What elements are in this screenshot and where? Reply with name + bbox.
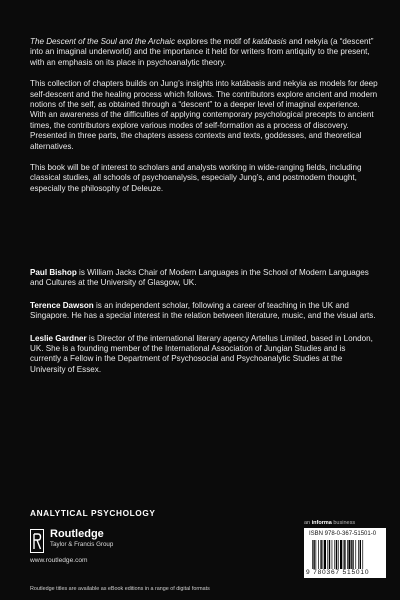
book-title-italic: The Descent of the Soul and the Archaic	[30, 37, 176, 46]
description-paragraph-2: This collection of chapters builds on Jung’s insights into katábasis and nekyia as models for deep self-descent and the healing process which follows. The contributors explore ancient and modern notions of the self, as obtained through a “descent” to a deeper level of imaginal experience. With an awareness of the difficulties of applying contemporary psychological precepts to ancient times, the contributors explore various modes of self-formation as a process of discovery. Presented in three parts, the chapters assess contexts and texts, goddesses, and theoretical alternatives.	[30, 79, 378, 151]
barcode-stripe	[348, 540, 350, 569]
barcode-stripe	[324, 540, 326, 569]
series-name: ANALYTICAL PSYCHOLOGY	[30, 508, 156, 518]
description-paragraph-1	[30, 37, 378, 68]
bio-gardner	[30, 334, 378, 376]
barcode-stripe	[360, 540, 361, 569]
ebook-note: Routledge titles are available as eBook editions in a range of digital formats	[30, 586, 210, 592]
barcode-stripe	[336, 540, 337, 569]
informa-brand: informa	[311, 520, 332, 526]
barcode-stripe	[362, 540, 363, 569]
informa-suffix: business	[331, 520, 356, 526]
barcode-stripe	[351, 540, 352, 569]
barcode-stripe	[338, 540, 339, 569]
bio-text: is an independent scholar, following a career of teaching in the UK and Singapore. He has a special interest in the relation between literature, music, and the visual arts.	[30, 300, 376, 321]
author-bios	[30, 268, 378, 387]
barcode-stripe	[312, 540, 313, 569]
barcode-stripe	[343, 540, 344, 569]
author-name: Leslie Gardner	[30, 333, 87, 343]
informa-prefix: an	[304, 520, 312, 526]
barcode-stripe	[323, 540, 324, 569]
publisher-url[interactable]: www.routledge.com	[30, 557, 88, 564]
barcode-stripe	[355, 540, 356, 569]
isbn-barcode	[304, 528, 386, 578]
description-text: explores the motif of	[175, 37, 253, 46]
barcode-stripe	[332, 540, 333, 569]
barcode-stripe	[313, 540, 314, 569]
barcode-stripe	[353, 540, 354, 569]
routledge-logo-icon	[30, 529, 44, 553]
informa-tagline	[304, 520, 355, 526]
barcode-stripe	[344, 540, 345, 569]
bio-text: is Director of the international literary agency Artellus Limited, based in London, UK. She is a founding member of the International Association of Jungian Studies and is currently a Fellow in the Department of Psychosocial and Psychoanalytic Studies at the University of Essex.	[30, 333, 373, 374]
description-paragraph-3: This book will be of interest to scholars and analysts working in wide-ranging fields, including classical studies, all schools of psychoanalysis, especially Jung’s, and postmodern thought, especially the philosophy of Deleuze.	[30, 163, 362, 193]
barcode-stripe	[347, 540, 348, 569]
barcode-stripe	[340, 540, 342, 569]
bio-text: is William Jacks Chair of Modern Languages in the School of Modern Languages and Cultures at the University of Glasgow, UK.	[30, 268, 369, 288]
publisher-block	[30, 526, 230, 562]
barcode-stripe	[318, 540, 319, 569]
bio-bishop	[30, 268, 378, 289]
author-name: Paul Bishop	[30, 268, 77, 277]
barcode-stripe	[320, 540, 321, 569]
publisher-group: Taylor & Francis Group	[50, 541, 114, 548]
isbn-label: ISBN 978-0-367-51501-0	[309, 531, 377, 537]
barcode-stripe	[358, 540, 359, 569]
description-text: and nekyia (a “descent” into an imaginal underworld) and the importance it held for writers from antiquity to the present, with an emphasis on its place in psychoanalytic theory.	[30, 37, 374, 67]
barcode-stripe	[334, 540, 335, 569]
term-italic: katábasis	[252, 37, 287, 46]
barcode-bars	[312, 540, 380, 569]
publisher-name: Routledge	[50, 528, 104, 540]
book-description	[30, 37, 378, 205]
barcode-stripe	[316, 540, 317, 569]
author-name: Terence Dawson	[30, 300, 94, 310]
barcode-stripe	[329, 540, 330, 569]
barcode-stripe	[327, 540, 328, 569]
barcode-digits: 9 780367 515010	[306, 569, 370, 576]
bio-dawson	[30, 301, 378, 322]
